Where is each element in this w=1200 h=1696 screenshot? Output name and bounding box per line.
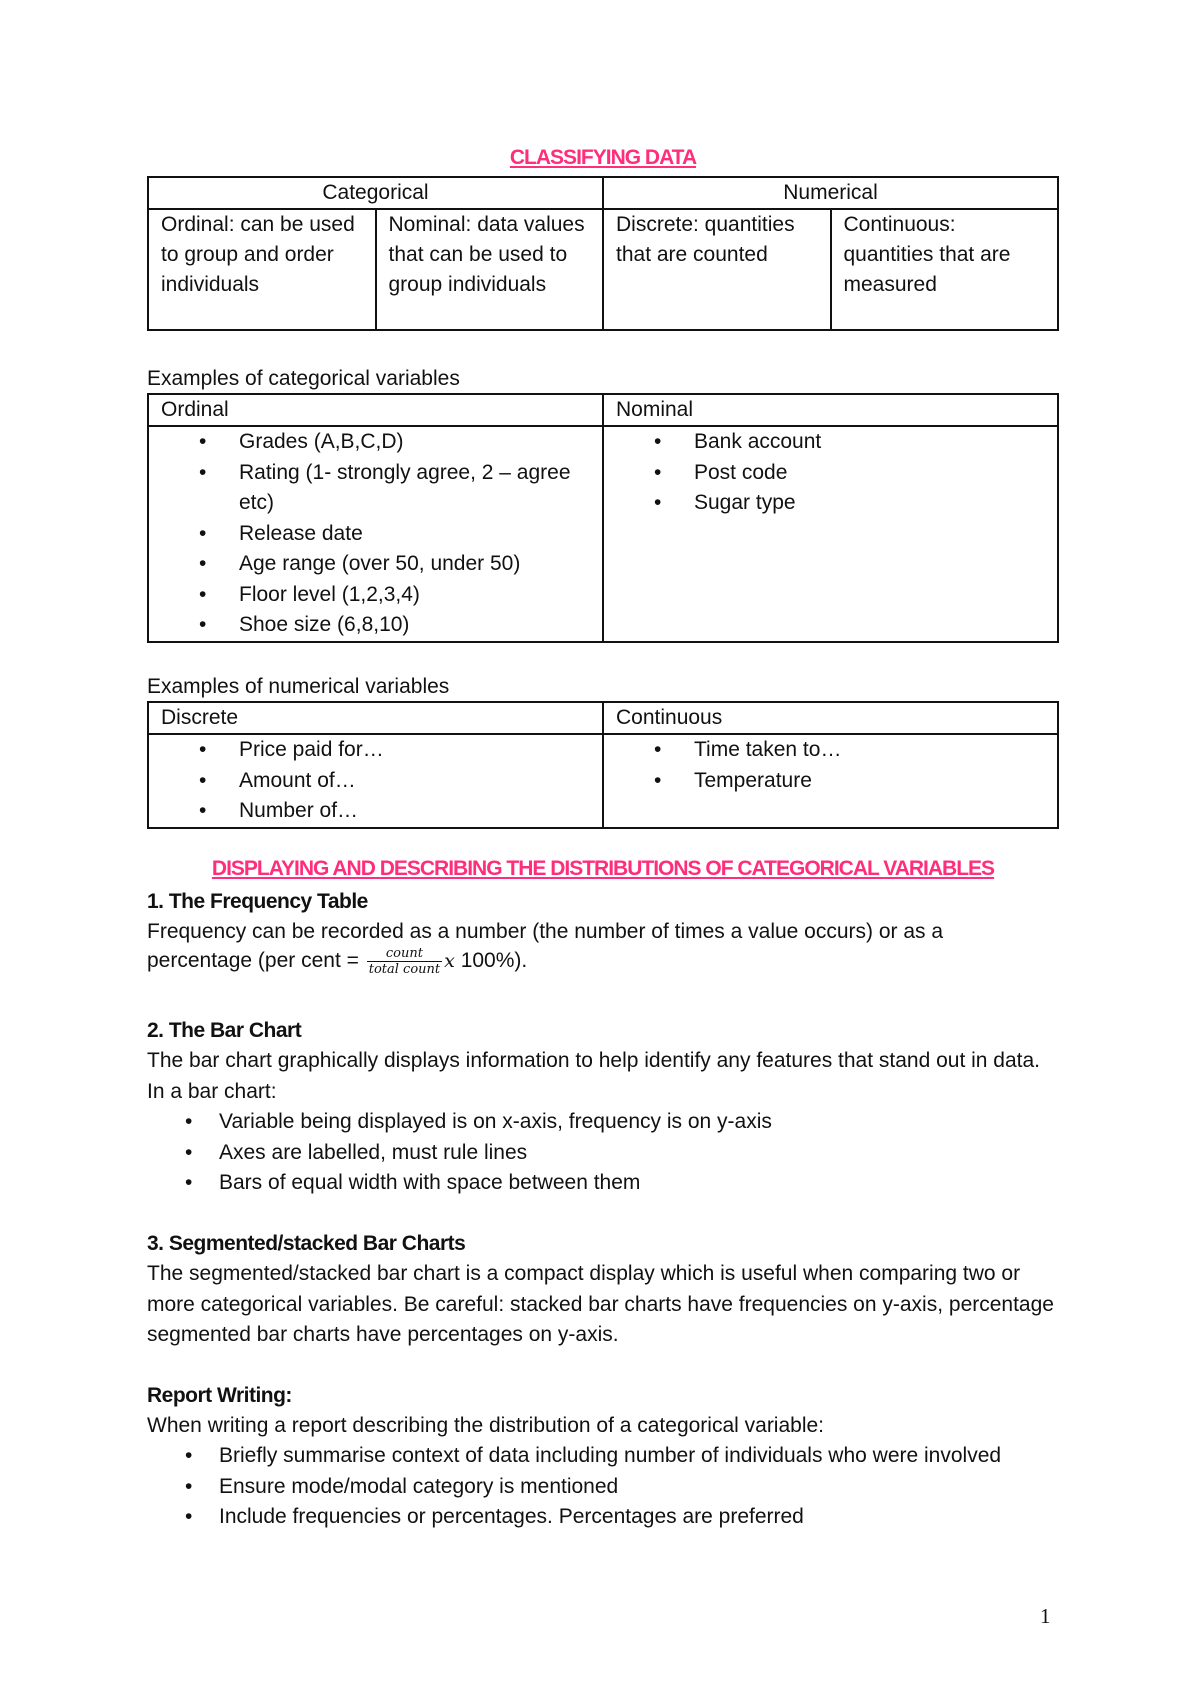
report-writing-list [147, 1441, 1131, 1533]
ordinal-examples-list [161, 427, 590, 641]
continuous-examples-list [616, 735, 1045, 796]
continuous-definition: Continuous: quantities that are measured [831, 209, 1059, 330]
list-item: • Ensure mode/modal category is mentioned [219, 1472, 1131, 1503]
list-item: • Amount of… [239, 766, 590, 797]
discrete-header: Discrete [148, 702, 603, 734]
list-item: • Release date [239, 519, 590, 550]
list-item: • Number of… [239, 796, 590, 827]
bar-chart-list [147, 1107, 772, 1199]
bar-chart-heading: 2. The Bar Chart [147, 1019, 302, 1042]
numerical-examples-table [147, 701, 1059, 829]
classifying-title: CLASSIFYING DATA [509, 146, 697, 169]
list-item: • Variable being displayed is on x-axis, frequency is on y-axis [219, 1107, 772, 1138]
percentage-fraction [367, 946, 442, 977]
numerical-examples-caption: Examples of numerical variables [147, 675, 450, 698]
categorical-examples-caption: Examples of categorical variables [147, 367, 460, 390]
bar-chart-text: The bar chart graphically displays information to help identify any features that stand out in data. In a bar chart: [147, 1049, 1041, 1103]
times-symbol: x [444, 950, 455, 973]
discrete-definition: Discrete: quantities that are counted [603, 209, 831, 330]
report-writing-text: When writing a report describing the distribution of a categorical variable: [147, 1414, 825, 1437]
list-item: • Sugar type [694, 488, 1045, 519]
list-item: • Floor level (1,2,3,4) [239, 580, 590, 611]
ordinal-definition: Ordinal: can be used to group and order individuals [148, 209, 376, 330]
segmented-bar-heading: 3. Segmented/stacked Bar Charts [147, 1232, 466, 1255]
frequency-text-2b: 100%). [460, 949, 528, 973]
list-item: • Post code [694, 458, 1045, 489]
ordinal-header: Ordinal [148, 394, 603, 426]
nominal-examples-list [616, 427, 1045, 519]
nominal-header: Nominal [603, 394, 1058, 426]
list-item: • Include frequencies or percentages. Percentages are preferred [219, 1502, 1131, 1533]
distributions-title: DISPLAYING AND DESCRIBING THE DISTRIBUTIONS OF CATEGORICAL VARIABLES [211, 857, 995, 880]
categorical-examples-table [147, 393, 1059, 643]
continuous-header: Continuous [603, 702, 1058, 734]
fraction-denominator: total count [368, 962, 441, 977]
list-item: • Shoe size (6,8,10) [239, 610, 590, 641]
list-item: • Temperature [694, 766, 1045, 797]
list-item: • Price paid for… [239, 735, 590, 766]
list-item: • Age range (over 50, under 50) [239, 549, 590, 580]
list-item: • Time taken to… [694, 735, 1045, 766]
frequency-text-1: Frequency can be recorded as a number (the number of times a value occurs) or as a [147, 920, 944, 943]
frequency-text-2a: percentage (per cent = [147, 949, 359, 973]
frequency-text-2 [147, 946, 1059, 977]
discrete-examples-list [161, 735, 590, 827]
list-item: • Bank account [694, 427, 1045, 458]
nominal-definition: Nominal: data values that can be used to group individuals [376, 209, 604, 330]
list-item: • Briefly summarise context of data including number of individuals who were involved [219, 1441, 1131, 1472]
list-item: • Grades (A,B,C,D) [239, 427, 590, 458]
list-item: • Rating (1- strongly agree, 2 – agree etc) [239, 458, 590, 519]
page-number: 1 [1040, 1604, 1051, 1628]
fraction-numerator: count [367, 946, 442, 962]
segmented-bar-text: The segmented/stacked bar chart is a compact display which is useful when comparing two or more categorical variables. Be careful: stacked bar charts have frequencies on y-axis, percentage segmented bar charts have percentages on y-axis. [147, 1262, 1054, 1346]
report-writing-heading: Report Writing: [147, 1384, 292, 1407]
categorical-header: Categorical [148, 177, 603, 209]
frequency-table-heading: 1. The Frequency Table [147, 890, 368, 913]
list-item: • Axes are labelled, must rule lines [219, 1138, 772, 1169]
numerical-header: Numerical [603, 177, 1058, 209]
classifying-table [147, 176, 1059, 331]
list-item: • Bars of equal width with space between them [219, 1168, 772, 1199]
